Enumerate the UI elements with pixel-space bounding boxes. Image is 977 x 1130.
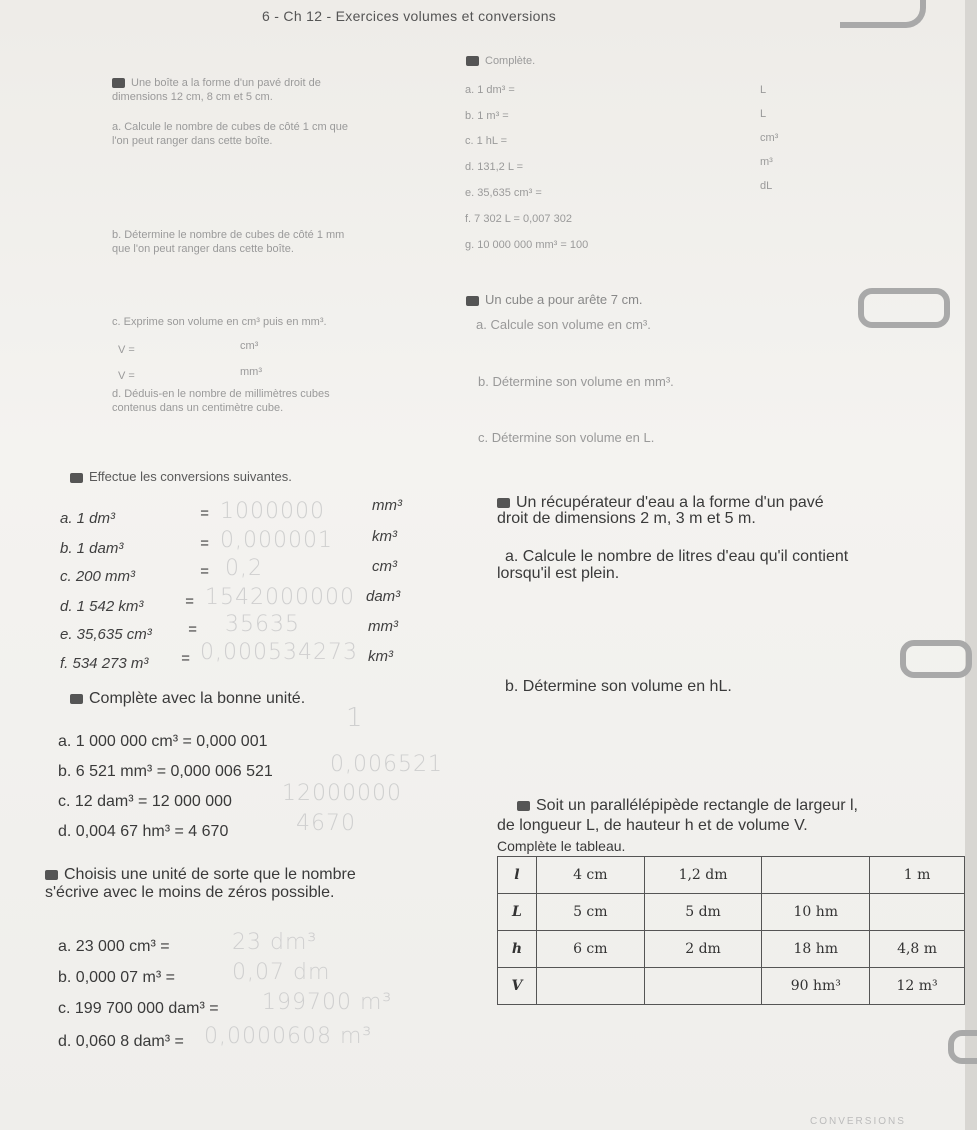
exercise-number-icon bbox=[70, 473, 83, 483]
recuperateur-b: b. Détermine son volume en hL. bbox=[505, 678, 732, 695]
table-header: L bbox=[498, 894, 537, 931]
box-question-a-2: l'on peut ranger dans cette boîte. bbox=[112, 135, 273, 147]
equals-sign: = bbox=[185, 593, 194, 610]
conv-row-c-label: c. 200 mm³ bbox=[60, 568, 136, 585]
conv-row-e-unit: mm³ bbox=[368, 618, 398, 635]
recuperateur-a-2: lorsqu'il est plein. bbox=[497, 565, 620, 582]
equals-sign: = bbox=[200, 505, 209, 522]
conv-row-a-answer[interactable]: 1000000 bbox=[220, 499, 325, 524]
table-row-L bbox=[498, 894, 965, 931]
conv-row-f-answer[interactable]: 0,000534273 bbox=[200, 640, 358, 665]
exercise-number-icon bbox=[466, 296, 479, 306]
volume-u1: cm³ bbox=[240, 340, 259, 352]
conv-row-b-label: b. 1 dam³ bbox=[60, 540, 124, 557]
binder-ring-icon bbox=[900, 640, 972, 678]
table-cell[interactable]: 4 cm bbox=[536, 857, 644, 894]
conv-row-d-label: d. 1 542 km³ bbox=[60, 598, 144, 615]
equals-sign: = bbox=[188, 621, 197, 638]
footer-label: CONVERSIONS bbox=[810, 1116, 906, 1127]
table-cell[interactable]: 6 cm bbox=[536, 931, 644, 968]
zeros-b-answer[interactable]: 0,07 dm bbox=[232, 960, 331, 985]
binder-ring-icon bbox=[858, 288, 950, 328]
conversions-title: Effectue les conversions suivantes. bbox=[70, 469, 292, 484]
table-cell[interactable] bbox=[536, 968, 644, 1005]
table-cell[interactable]: 2 dm bbox=[644, 931, 762, 968]
table-cell[interactable]: 1,2 dm bbox=[644, 857, 762, 894]
complete-line-g: g. 10 000 000 mm³ = 100 bbox=[465, 239, 589, 251]
conv-row-c-answer[interactable]: 0,2 bbox=[225, 556, 263, 581]
table-cell[interactable] bbox=[762, 857, 870, 894]
exercise-number-icon bbox=[466, 56, 479, 66]
cube-question-c: c. Détermine son volume en L. bbox=[478, 430, 655, 445]
dimensions-table bbox=[497, 856, 965, 1005]
conv-row-d-unit: dam³ bbox=[366, 588, 401, 605]
zeros-title-1: Choisis une unité de sorte que le nombre bbox=[45, 866, 356, 884]
exercise-number-icon bbox=[112, 78, 125, 88]
para-line2: de longueur L, de hauteur h et de volume V. bbox=[497, 817, 808, 834]
zeros-c-answer[interactable]: 199700 m³ bbox=[262, 990, 393, 1015]
zeros-b: b. 0,000 07 m³ = bbox=[58, 969, 175, 986]
table-cell[interactable]: 4,8 m bbox=[870, 931, 965, 968]
box-question-b-1: b. Détermine le nombre de cubes de côté 1 mm bbox=[112, 229, 345, 241]
bonne-unite-b: b. 6 521 mm³ = 0,000 006 521 bbox=[58, 763, 273, 780]
complete-unit-5: dL bbox=[760, 180, 773, 192]
equals-sign: = bbox=[200, 535, 209, 552]
zeros-d-answer[interactable]: 0,0000608 m³ bbox=[204, 1024, 373, 1049]
recuperateur-a-1: a. Calcule le nombre de litres d'eau qu'il contient bbox=[505, 548, 849, 565]
table-cell[interactable]: 18 hm bbox=[762, 931, 870, 968]
complete-line-a: a. 1 dm³ = bbox=[465, 84, 515, 96]
complete-unit-4: m³ bbox=[760, 156, 773, 168]
conv-row-d-answer[interactable]: 1542000000 bbox=[205, 585, 355, 610]
table-cell[interactable]: 90 hm³ bbox=[762, 968, 870, 1005]
complete-unit-2: L bbox=[760, 108, 767, 120]
volume-d-1: d. Déduis-en le nombre de millimètres cubes bbox=[112, 388, 330, 400]
table-row-V bbox=[498, 968, 965, 1005]
complete-unit-3: cm³ bbox=[760, 132, 779, 144]
volume-u2: mm³ bbox=[240, 366, 262, 378]
table-cell[interactable]: 10 hm bbox=[762, 894, 870, 931]
exercise-number-icon bbox=[497, 498, 510, 508]
complete-line-d: d. 131,2 L = bbox=[465, 161, 524, 173]
zeros-a-answer[interactable]: 23 dm³ bbox=[232, 930, 318, 955]
bonne-unite-a-answer[interactable]: 1 bbox=[346, 703, 364, 733]
zeros-c: c. 199 700 000 dam³ = bbox=[58, 1000, 219, 1017]
bonne-unite-a: a. 1 000 000 cm³ = 0,000 001 bbox=[58, 733, 268, 750]
bonne-unite-c-answer[interactable]: 12000000 bbox=[282, 781, 402, 806]
complete-line-e: e. 35,635 cm³ = bbox=[465, 187, 542, 199]
conv-row-c-unit: cm³ bbox=[372, 558, 397, 575]
zeros-title-2: s'écrive avec le moins de zéros possible. bbox=[45, 884, 335, 901]
table-header: h bbox=[498, 931, 537, 968]
bonne-unite-b-answer[interactable]: 0,006521 bbox=[330, 752, 443, 777]
table-cell[interactable]: 5 cm bbox=[536, 894, 644, 931]
complete-unit-1: L bbox=[760, 84, 767, 96]
conv-row-a-unit: mm³ bbox=[372, 497, 402, 514]
cube-question-b: b. Détermine son volume en mm³. bbox=[478, 374, 674, 389]
table-header: l bbox=[498, 857, 537, 894]
table-header: V bbox=[498, 968, 537, 1005]
para-line1: Soit un parallélépipède rectangle de largeur l, bbox=[517, 797, 858, 815]
conv-row-e-label: e. 35,635 cm³ bbox=[60, 626, 152, 643]
conv-row-b-unit: km³ bbox=[372, 528, 397, 545]
conv-row-a-label: a. 1 dm³ bbox=[60, 510, 116, 527]
table-row-l bbox=[498, 857, 965, 894]
table-cell[interactable]: 5 dm bbox=[644, 894, 762, 931]
box-question-a-1: a. Calcule le nombre de cubes de côté 1 cm que bbox=[112, 121, 349, 133]
box-intro-1: Une boîte a la forme d'un pavé droit de bbox=[112, 77, 321, 89]
zeros-d: d. 0,060 8 dam³ = bbox=[58, 1033, 184, 1050]
conv-row-e-answer[interactable]: 35635 bbox=[225, 612, 300, 637]
conv-row-f-label: f. 534 273 m³ bbox=[60, 655, 149, 672]
bonne-unite-d: d. 0,004 67 hm³ = 4 670 bbox=[58, 823, 229, 840]
para-line3: Complète le tableau. bbox=[497, 838, 626, 854]
exercise-number-icon bbox=[70, 694, 83, 704]
table-cell[interactable]: 1 m bbox=[870, 857, 965, 894]
bonne-unite-title: Complète avec la bonne unité. bbox=[70, 690, 305, 708]
bonne-unite-d-answer[interactable]: 4670 bbox=[296, 811, 356, 836]
binder-ring-icon bbox=[948, 1030, 977, 1064]
binder-ring-icon bbox=[840, 0, 926, 28]
exercise-number-icon bbox=[45, 870, 58, 880]
conv-row-f-unit: km³ bbox=[368, 648, 393, 665]
complete-title: Complète. bbox=[466, 55, 535, 67]
cube-title: Un cube a pour arête 7 cm. bbox=[466, 292, 643, 307]
volume-expr-question: c. Exprime son volume en cm³ puis en mm³. bbox=[112, 316, 327, 328]
box-question-b-2: que l'on peut ranger dans cette boîte. bbox=[112, 243, 294, 255]
complete-line-f: f. 7 302 L = 0,007 302 bbox=[465, 213, 572, 225]
table-cell[interactable]: 12 m³ bbox=[870, 968, 965, 1005]
table-cell[interactable] bbox=[644, 968, 762, 1005]
box-intro-2: dimensions 12 cm, 8 cm et 5 cm. bbox=[112, 91, 273, 103]
complete-line-c: c. 1 hL = bbox=[465, 135, 508, 147]
recuperateur-line2: droit de dimensions 2 m, 3 m et 5 m. bbox=[497, 510, 756, 527]
exercise-number-icon bbox=[517, 801, 530, 811]
equals-sign: = bbox=[181, 650, 190, 667]
equals-sign: = bbox=[200, 563, 209, 580]
volume-v2: V = bbox=[118, 370, 135, 382]
volume-v1: V = bbox=[118, 344, 135, 356]
conv-row-b-answer[interactable]: 0,000001 bbox=[220, 528, 333, 553]
worksheet-title: 6 - Ch 12 - Exercices volumes et conversions bbox=[262, 8, 557, 24]
bonne-unite-c: c. 12 dam³ = 12 000 000 bbox=[58, 793, 232, 810]
recuperateur-line1: Un récupérateur d'eau a la forme d'un pavé bbox=[497, 494, 824, 512]
volume-d-2: contenus dans un centimètre cube. bbox=[112, 402, 284, 414]
cube-question-a: a. Calcule son volume en cm³. bbox=[476, 317, 651, 332]
table-row-h bbox=[498, 931, 965, 968]
zeros-a: a. 23 000 cm³ = bbox=[58, 938, 170, 955]
table-cell[interactable] bbox=[870, 894, 965, 931]
complete-line-b: b. 1 m³ = bbox=[465, 110, 509, 122]
